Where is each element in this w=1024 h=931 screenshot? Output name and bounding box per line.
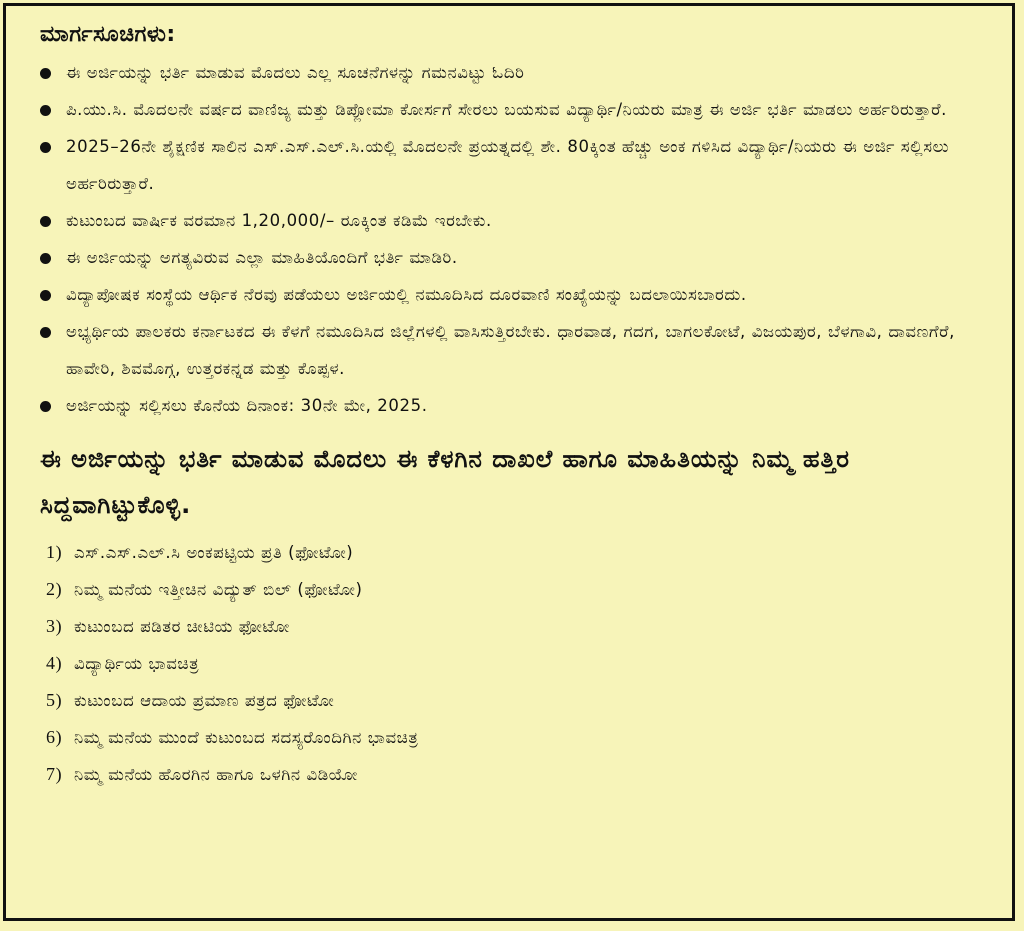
bullet-icon — [40, 327, 51, 338]
document-item — [46, 756, 982, 793]
bullet-icon — [40, 401, 51, 412]
bullet-icon — [40, 68, 51, 79]
document-number: 1) — [46, 542, 63, 562]
document-number: 7) — [46, 764, 63, 784]
document-item — [46, 645, 982, 682]
document-number: 4) — [46, 653, 63, 673]
guideline-item — [38, 202, 982, 239]
guideline-text: ಈ ಅರ್ಜಿಯನ್ನು ಅಗತ್ಯವಿರುವ ಎಲ್ಲಾ ಮಾಹಿತಿಯೊಂದಿಗೆ ಭರ್ತಿ ಮಾಡಿರಿ. — [66, 248, 458, 267]
guideline-text: ವಿದ್ಯಾಪೋಷಕ ಸಂಸ್ಥೆಯ ಆರ್ಥಿಕ ನೆರವು ಪಡೆಯಲು ಅರ್ಜಿಯಲ್ಲಿ ನಮೂದಿಸಿದ ದೂರವಾಣಿ ಸಂಖ್ಯೆಯನ್ನು ಬದಲಾಯಿಸಬಾರದು. — [66, 285, 747, 304]
document-text: ಕುಟುಂಬದ ಆದಾಯ ಪ್ರಮಾಣ ಪತ್ರದ ಫೋಟೋ — [74, 691, 335, 710]
document-item — [46, 608, 982, 645]
guidelines-heading: ಮಾರ್ಗಸೂಚಿಗಳು: — [40, 22, 176, 47]
bullet-icon — [40, 105, 51, 116]
guideline-item — [38, 128, 982, 202]
document-text: ನಿಮ್ಮ ಮನೆಯ ಇತ್ತೀಚಿನ ವಿದ್ಯುತ್ ಬಿಲ್ (ಫೋಟೋ) — [74, 580, 363, 599]
guidelines-list — [38, 54, 982, 424]
guideline-text: ಈ ಅರ್ಜಿಯನ್ನು ಭರ್ತಿ ಮಾಡುವ ಮೊದಲು ಎಲ್ಲ ಸೂಚನೆಗಳನ್ನು ಗಮನವಿಟ್ಟು ಓದಿರಿ — [66, 63, 525, 82]
bullet-icon — [40, 253, 51, 264]
bullet-icon — [40, 142, 51, 153]
document-item — [46, 719, 982, 756]
guideline-text: ಕುಟುಂಬದ ವಾರ್ಷಿಕ ವರಮಾನ 1,20,000/– ರೂಕ್ಕಿಂತ ಕಡಿಮೆ ಇರಬೇಕು. — [66, 211, 492, 230]
document-item — [46, 571, 982, 608]
guideline-item — [38, 91, 982, 128]
guideline-text: ಪಿ.ಯು.ಸಿ. ಮೊದಲನೇ ವರ್ಷದ ವಾಣಿಜ್ಯ ಮತ್ತು ಡಿಪ್ಲೋಮಾ ಕೋರ್ಸಗೆ ಸೇರಲು ಬಯಸುವ ವಿದ್ಯಾರ್ಥಿ/ನಿಯರು ಮಾತ್ರ ಈ ಅರ್ಜಿ ಭರ್ತಿ ಮಾಡಲು ಅರ್ಹರಿರುತ್ತಾರೆ. — [66, 100, 947, 119]
document-text: ಕುಟುಂಬದ ಪಡಿತರ ಚೀಟಿಯ ಫೋಟೋ — [74, 617, 290, 636]
document-item — [46, 682, 982, 719]
bullet-icon — [40, 216, 51, 227]
guideline-item — [38, 54, 982, 91]
document-text: ವಿದ್ಯಾರ್ಥಿಯ ಭಾವಚಿತ್ರ — [74, 654, 200, 673]
guideline-text: ಅರ್ಜಿಯನ್ನು ಸಲ್ಲಿಸಲು ಕೊನೆಯ ದಿನಾಂಕ: 30ನೇ ಮೇ, 2025. — [66, 396, 428, 415]
document-number: 2) — [46, 579, 63, 599]
bullet-icon — [40, 290, 51, 301]
document-item — [46, 534, 982, 571]
guideline-item — [38, 387, 982, 424]
document-number: 6) — [46, 727, 63, 747]
documents-notice: ಈ ಅರ್ಜಿಯನ್ನು ಭರ್ತಿ ಮಾಡುವ ಮೊದಲು ಈ ಕೆಳಗಿನ ದಾಖಲೆ ಹಾಗೂ ಮಾಹಿತಿಯನ್ನು ನಿಮ್ಮ ಹತ್ತಿರ ಸಿದ್ದವಾಗಿಟ್ಟುಕೊಳ್ಳಿ. — [40, 445, 850, 519]
documents-list — [38, 534, 982, 793]
document-number: 5) — [46, 690, 63, 710]
guideline-text: 2025–26ನೇ ಶೈಕ್ಷಣಿಕ ಸಾಲಿನ ಎಸ್.ಎಸ್.ಎಲ್.ಸಿ.ಯಲ್ಲಿ ಮೊದಲನೇ ಪ್ರಯತ್ನದಲ್ಲಿ ಶೇ. 80ಕ್ಕಿಂತ ಹೆಚ್ಚು ಅಂಕ ಗಳಿಸಿದ ವಿದ್ಯಾರ್ಥಿ/ನಿಯರು ಈ ಅರ್ಜಿ ಸಲ್ಲಿಸಲು ಅರ್ಹರಿರುತ್ತಾರೆ. — [66, 137, 950, 193]
document-text: ನಿಮ್ಮ ಮನೆಯ ಹೊರಗಿನ ಹಾಗೂ ಒಳಗಿನ ವಿಡಿಯೋ — [74, 765, 358, 784]
document-text: ಎಸ್.ಎಸ್.ಎಲ್.ಸಿ ಅಂಕಪಟ್ಟಿಯ ಪ್ರತಿ (ಫೋಟೋ) — [74, 543, 354, 562]
document-text: ನಿಮ್ಮ ಮನೆಯ ಮುಂದೆ ಕುಟುಂಬದ ಸದಸ್ಯರೊಂದಿಗಿನ ಭಾವಚಿತ್ರ — [74, 728, 419, 747]
guideline-item — [38, 239, 982, 276]
document-number: 3) — [46, 616, 63, 636]
guideline-text: ಅಭ್ಯರ್ಥಿಯ ಪಾಲಕರು ಕರ್ನಾಟಕದ ಈ ಕೆಳಗೆ ನಮೂದಿಸಿದ ಜಿಲ್ಲೆಗಳಲ್ಲಿ ವಾಸಿಸುತ್ತಿರಬೇಕು. ಧಾರವಾಡ, ಗದಗ, ಬಾಗಲಕೋಟೆ, ವಿಜಯಪುರ, ಬೆಳಗಾವಿ, ದಾವಣಗೆರೆ, ಹಾವೇರಿ, ಶಿವಮೊಗ್ಗ, ಉತ್ತರಕನ್ನಡ ಮತ್ತು ಕೊಪ್ಪಳ. — [66, 322, 955, 378]
guidelines-panel — [3, 3, 1015, 921]
guideline-item — [38, 313, 982, 387]
guideline-item — [38, 276, 982, 313]
